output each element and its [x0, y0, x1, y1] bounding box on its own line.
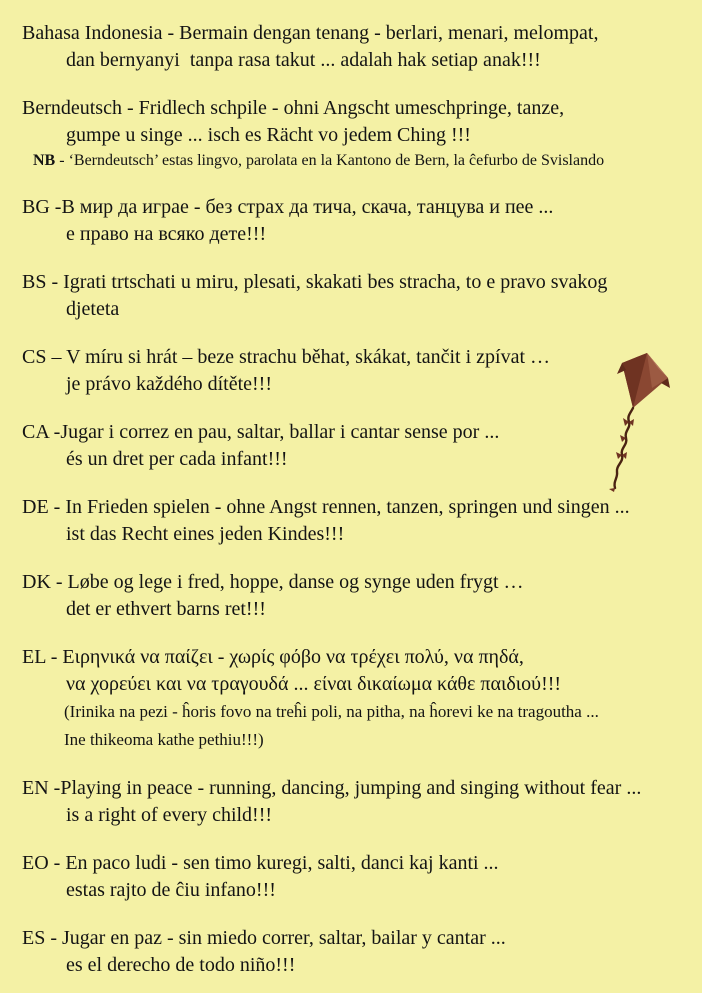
entry-line: BG -В мир да играе - без страх да тича, скача, танцува и пее ... [22, 196, 554, 218]
note-label: NB [33, 152, 56, 169]
entry-note [22, 149, 696, 173]
entry-bs [22, 269, 696, 323]
entry-line: Bahasa Indonesia - Bermain dengan tenang - berlari, menari, melompat, [22, 22, 599, 44]
entry-line: EN -Playing in peace - running, dancing, jumping and singing without fear ... [22, 777, 642, 799]
entry-transliteration: Ine thikeoma kathe pethiu!!!) [64, 730, 264, 749]
entry-en [22, 775, 696, 829]
entry-line: gumpe u singe ... isch es Rächt vo jedem Ching !!! [66, 124, 471, 146]
entry-de [22, 494, 696, 548]
entry-line: djeteta [66, 298, 120, 320]
entry-bahasa-indonesia [22, 20, 696, 74]
entry-line: CS – V míru si hrát – beze strachu běhat, skákat, tančit i zpívat … [22, 346, 551, 368]
entry-line: es el derecho de todo niño!!! [66, 954, 296, 976]
entry-transliteration: (Irinika na pezi - ĥoris fovo na treĥi poli, na pitha, na ĥorevi ke na tragoutha ... [64, 702, 599, 721]
entry-bg [22, 194, 696, 248]
entry-line: dan bernyanyi tanpa rasa takut ... adalah hak setiap anak!!! [66, 49, 541, 71]
entry-line: BS - Igrati trtschati u miru, plesati, skakati bes stracha, to e pravo svakog [22, 271, 608, 293]
entry-berndeutsch [22, 95, 696, 173]
entry-line: det er ethvert barns ret!!! [66, 598, 266, 620]
entry-line: DK - Løbe og lege i fred, hoppe, danse og synge uden frygt … [22, 571, 524, 593]
entry-el [22, 644, 696, 754]
entry-line: DE - In Frieden spielen - ohne Angst rennen, tanzen, springen und singen ... [22, 496, 630, 518]
entry-line: is a right of every child!!! [66, 804, 273, 826]
entry-dk [22, 569, 696, 623]
entry-ca [22, 419, 696, 473]
entry-line: Berndeutsch - Fridlech schpile - ohni Angscht umeschpringe, tanze, [22, 97, 565, 119]
note-text: - ‘Berndeutsch’ estas lingvo, parolata en la Kantono de Bern, la ĉefurbo de Svislando [55, 152, 605, 169]
entry-line: EO - En paco ludi - sen timo kuregi, salti, danci kaj kanti ... [22, 852, 499, 874]
entry-line: ist das Recht eines jeden Kindes!!! [66, 523, 345, 545]
entry-line: να χορεύει και να τραγουδά ... είναι δικαίωμα κάθε παιδιού!!! [66, 673, 562, 695]
entry-line: és un dret per cada infant!!! [66, 448, 288, 470]
entry-line: CA -Jugar i correz en pau, saltar, ballar i cantar sense por ... [22, 421, 500, 443]
entry-line: estas rajto de ĉiu infano!!! [66, 879, 276, 901]
entry-line: ES - Jugar en paz - sin miedo correr, saltar, bailar y cantar ... [22, 927, 506, 949]
entry-eo [22, 850, 696, 904]
entry-line: je právo každého dítěte!!! [66, 373, 273, 395]
entry-cs [22, 344, 696, 398]
entry-line: е право на всяко дете!!! [66, 223, 267, 245]
entry-es [22, 925, 696, 979]
entry-line: EL - Ειρηνικά να παίζει - χωρίς φόβο να τρέχει πολύ, να πηδά, [22, 646, 524, 668]
